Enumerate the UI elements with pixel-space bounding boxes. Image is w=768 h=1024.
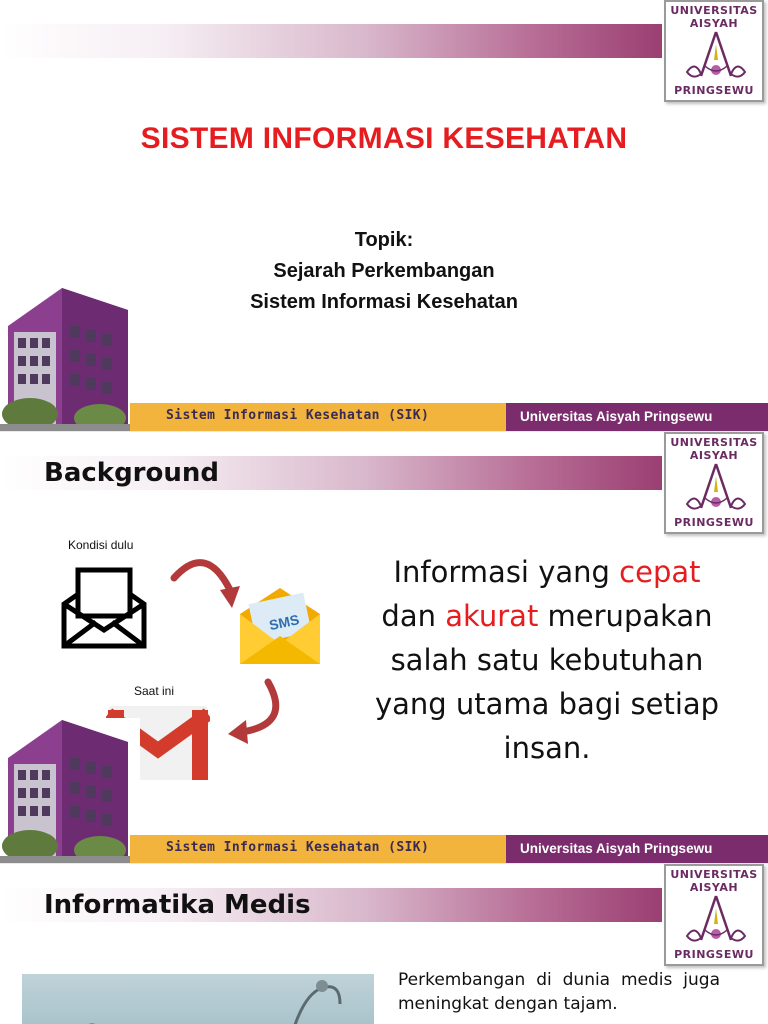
university-logo-icon [681, 30, 751, 82]
footer-bar [130, 835, 768, 864]
university-logo [664, 864, 764, 966]
label-before: Kondisi dulu [68, 538, 134, 552]
building-photo [0, 286, 140, 432]
page-title: SISTEM INFORMASI KESEHATAN [140, 122, 628, 155]
info-part: dan [381, 599, 446, 633]
slide-informatika-medis [0, 864, 768, 1024]
logo-line3: PRINGSEWU [674, 516, 754, 529]
curved-arrow-icon-2 [222, 676, 286, 748]
logo-line2: AISYAH [689, 881, 739, 894]
footer-university-block [506, 835, 768, 864]
logo-line1: UNIVERSITAS [670, 436, 758, 449]
info-part: merupakan [538, 599, 713, 633]
label-now: Saat ini [134, 684, 175, 698]
topic-label: Topik: [354, 229, 414, 251]
paragraph-text: Perkembangan di dunia medis juga meningkat dengan tajam. [398, 970, 720, 1014]
slide-heading: Background [44, 458, 219, 488]
footer-university-name: Universitas Aisyah Pringsewu [520, 409, 713, 424]
slide-background [0, 432, 768, 864]
sms-envelope-icon [238, 584, 322, 666]
info-highlight-akurat: akurat [445, 599, 539, 633]
footer-course-title: Sistem Informasi Kesehatan (SIK) [166, 408, 430, 423]
footer-university-name: Universitas Aisyah Pringsewu [520, 841, 713, 856]
logo-line1: UNIVERSITAS [670, 868, 758, 881]
university-logo [664, 0, 764, 102]
info-line: insan. [503, 731, 591, 765]
slide-title [0, 0, 768, 432]
logo-line2: AISYAH [689, 449, 739, 462]
logo-line3: PRINGSEWU [674, 84, 754, 97]
university-logo-icon [681, 462, 751, 514]
slide-heading: Informatika Medis [44, 890, 311, 920]
info-line: yang utama bagi setiap [374, 687, 720, 721]
university-logo-icon [681, 894, 751, 946]
info-part: Informasi yang [393, 555, 620, 589]
logo-line2: AISYAH [689, 17, 739, 30]
logo-line1: UNIVERSITAS [670, 4, 758, 17]
logo-line3: PRINGSEWU [674, 948, 754, 961]
info-highlight-cepat: cepat [619, 555, 701, 589]
info-line: salah satu kebutuhan [390, 643, 704, 677]
curved-arrow-icon [166, 550, 246, 612]
footer-course-title: Sistem Informasi Kesehatan (SIK) [166, 840, 430, 855]
footer-university-block [506, 403, 768, 432]
topic-line-1: Sejarah Perkembangan [273, 260, 495, 282]
university-logo [664, 432, 764, 534]
sms-text: SMS [267, 611, 301, 634]
info-statement [372, 550, 722, 770]
topic-line-2: Sistem Informasi Kesehatan [250, 291, 518, 313]
stethoscope-photo [22, 974, 374, 1024]
envelope-open-icon [58, 566, 150, 652]
building-photo [0, 718, 140, 864]
footer-bar [130, 403, 768, 432]
stethoscope-icon [22, 974, 374, 1024]
header-band [0, 24, 662, 58]
